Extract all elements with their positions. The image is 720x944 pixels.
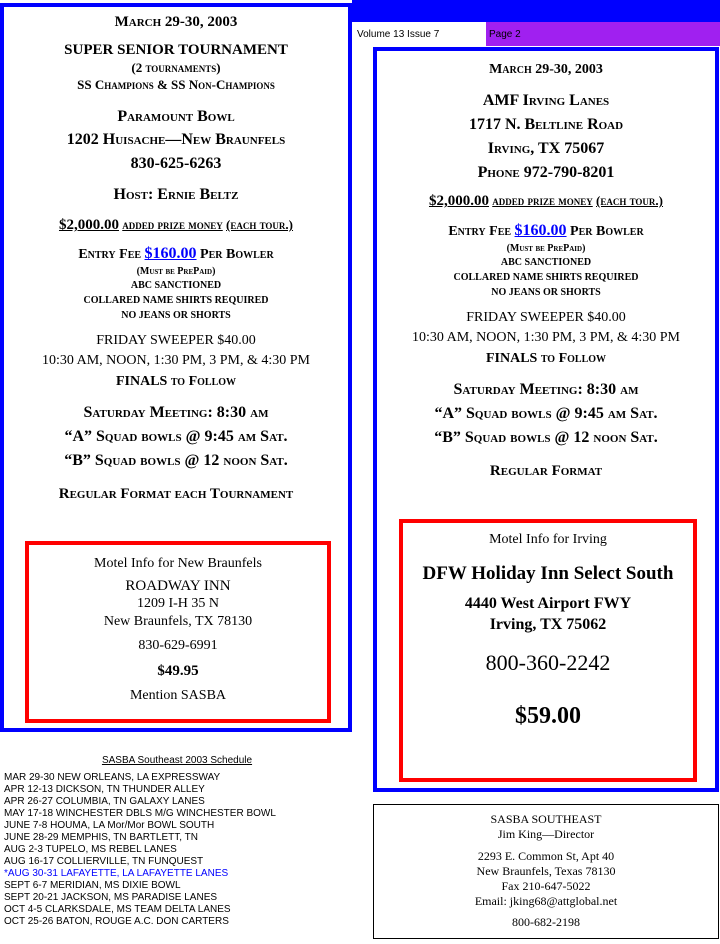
left-entry-suffix: Per Bowler <box>200 247 274 262</box>
left-finals: FINALS to Follow <box>115 374 237 389</box>
left-subtitle: (2 tournaments) <box>131 60 221 75</box>
right-sweeper: FRIDAY SWEEPER $40.00 <box>466 310 626 325</box>
contact-phone: 800-682-2198 <box>512 915 580 929</box>
left-squad-a: “A” Squad bowls @ 9:45 am Sat. <box>64 428 288 445</box>
left-format: Regular Format each Tournament <box>58 486 294 502</box>
right-entry-amount: $160.00 <box>514 222 567 239</box>
left-prize-text: added prize money <box>122 217 223 232</box>
schedule-list <box>4 772 354 928</box>
left-motel-price: $49.95 <box>157 663 199 679</box>
left-date: March 29-30, 2003 <box>114 14 238 30</box>
left-sweeper: FRIDAY SWEEPER $40.00 <box>96 333 256 348</box>
right-sweeper-times: 10:30 AM, NOON, 1:30 PM, 3 PM, & 4:30 PM <box>412 330 680 345</box>
right-prize-amount: $2,000.00 <box>428 193 489 209</box>
left-motel-mention: Mention SASBA <box>129 688 227 703</box>
contact-director: Jim King—Director <box>497 827 595 841</box>
left-address: 1202 Huisache—New Braunfels <box>66 131 286 148</box>
schedule-item-highlighted: *AUG 30-31 LAFAYETTE, LA LAFAYETTE LANES <box>4 868 229 879</box>
left-motel-heading: Motel Info for New Braunfels <box>94 556 262 571</box>
right-phone: Phone 972-790-8201 <box>477 164 615 181</box>
left-motel-street: 1209 I-H 35 N <box>136 596 220 611</box>
left-meeting: Saturday Meeting: 8:30 am <box>83 404 269 421</box>
contact-email[interactable]: Email: jking68@attglobal.net <box>474 894 618 908</box>
left-venue: Paramount Bowl <box>117 108 235 125</box>
left-sweeper-times: 10:30 AM, NOON, 1:30 PM, 3 PM, & 4:30 PM <box>42 353 310 368</box>
right-motel-name: DFW Holiday Inn Select South <box>422 563 674 584</box>
volume-issue: Volume 13 Issue 7 <box>352 22 486 46</box>
right-prepaid: (Must be PrePaid) <box>506 243 586 254</box>
left-tournaments: SS Champions & SS Non-Champions <box>77 77 275 92</box>
left-prize-amount: $2,000.00 <box>58 217 119 233</box>
right-prize-text: added prize money <box>492 193 593 208</box>
left-phone: 830-625-6263 <box>130 155 222 172</box>
left-prize <box>4 216 348 234</box>
left-tournament-flyer <box>0 3 352 732</box>
right-motel-heading: Motel Info for Irving <box>489 532 607 547</box>
left-entry-fee <box>4 244 348 265</box>
right-entry-suffix: Per Bowler <box>570 224 644 239</box>
right-tournament-flyer <box>373 47 719 792</box>
right-meeting: Saturday Meeting: 8:30 am <box>453 381 639 398</box>
right-motel-city: Irving, TX 75062 <box>489 616 607 633</box>
right-date: March 29-30, 2003 <box>489 62 603 77</box>
right-jeans: NO JEANS OR SHORTS <box>491 287 601 298</box>
contact-street: 2293 E. Common St, Apt 40 <box>477 849 615 863</box>
contact-org: SASBA SOUTHEAST <box>490 812 602 826</box>
schedule-item: MAR 29-30 NEW ORLEANS, LA EXPRESSWAY <box>4 772 221 783</box>
right-city: Irving, TX 75067 <box>487 140 605 157</box>
left-host: Host: Ernie Beltz <box>113 186 239 203</box>
schedule-item: APR 12-13 DICKSON, TN THUNDER ALLEY <box>4 784 205 795</box>
right-prize <box>377 191 715 211</box>
right-squad-a: “A” Squad bowls @ 9:45 am Sat. <box>434 405 658 422</box>
right-motel-price: $59.00 <box>515 703 581 729</box>
schedule-section <box>4 754 354 928</box>
right-finals: FINALS to Follow <box>485 351 607 366</box>
schedule-item: JUNE 7-8 HOUMA, LA Mor/Mor BOWL SOUTH <box>4 820 215 831</box>
left-motel-city: New Braunfels, TX 78130 <box>103 614 253 629</box>
right-entry-fee <box>377 221 715 242</box>
left-squad-b: “B” Squad bowls @ 12 noon Sat. <box>64 452 288 469</box>
left-entry-prefix: Entry Fee <box>78 247 142 262</box>
schedule-item: SEPT 20-21 JACKSON, MS PARADISE LANES <box>4 892 218 903</box>
left-shirts: COLLARED NAME SHIRTS REQUIRED <box>83 295 269 306</box>
contact-city: New Braunfels, Texas 78130 <box>476 864 616 878</box>
schedule-item: OCT 4-5 CLARKSDALE, MS TEAM DELTA LANES <box>4 904 231 915</box>
left-motel-box <box>25 541 331 723</box>
right-motel-street: 4440 West Airport FWY <box>464 595 632 612</box>
schedule-item: APR 26-27 COLUMBIA, TN GALAXY LANES <box>4 796 205 807</box>
right-squad-b: “B” Squad bowls @ 12 noon Sat. <box>434 429 658 446</box>
right-venue: AMF Irving Lanes <box>482 92 610 109</box>
left-entry-amount: $160.00 <box>144 245 197 262</box>
left-title: SUPER SENIOR TOURNAMENT <box>64 42 288 58</box>
schedule-item: AUG 2-3 TUPELO, MS REBEL LANES <box>4 844 177 855</box>
right-format: Regular Format <box>489 463 603 479</box>
page-number: Page 2 <box>486 22 720 46</box>
schedule-item: AUG 16-17 COLLIERVILLE, TN FUNQUEST <box>4 856 204 867</box>
schedule-item: MAY 17-18 WINCHESTER DBLS M/G WINCHESTER BOWL <box>4 808 276 819</box>
contact-box <box>373 804 719 939</box>
contact-fax: Fax 210-647-5022 <box>501 879 591 893</box>
left-prize-each: (each tour.) <box>226 217 294 232</box>
header-bar <box>352 0 720 22</box>
right-prize-each: (each tour.) <box>596 193 664 208</box>
right-motel-phone: 800-360-2242 <box>485 650 611 675</box>
left-sanctioned: ABC SANCTIONED <box>130 280 222 291</box>
right-sanctioned: ABC SANCTIONED <box>500 257 592 268</box>
left-jeans: NO JEANS OR SHORTS <box>121 310 231 321</box>
left-motel-phone: 830-629-6991 <box>138 638 218 653</box>
schedule-item: OCT 25-26 BATON, ROUGE A.C. DON CARTERS <box>4 916 229 927</box>
right-street: 1717 N. Beltline Road <box>468 116 624 133</box>
right-shirts: COLLARED NAME SHIRTS REQUIRED <box>453 272 639 283</box>
schedule-item: JUNE 28-29 MEMPHIS, TN BARTLETT, TN <box>4 832 198 843</box>
schedule-item: SEPT 6-7 MERIDIAN, MS DIXIE BOWL <box>4 880 181 891</box>
left-prepaid: (Must be PrePaid) <box>136 266 216 277</box>
left-motel-name: ROADWAY INN <box>125 578 231 594</box>
schedule-title: SASBA Southeast 2003 Schedule <box>101 755 253 766</box>
right-motel-box <box>399 519 697 782</box>
right-entry-prefix: Entry Fee <box>448 224 512 239</box>
